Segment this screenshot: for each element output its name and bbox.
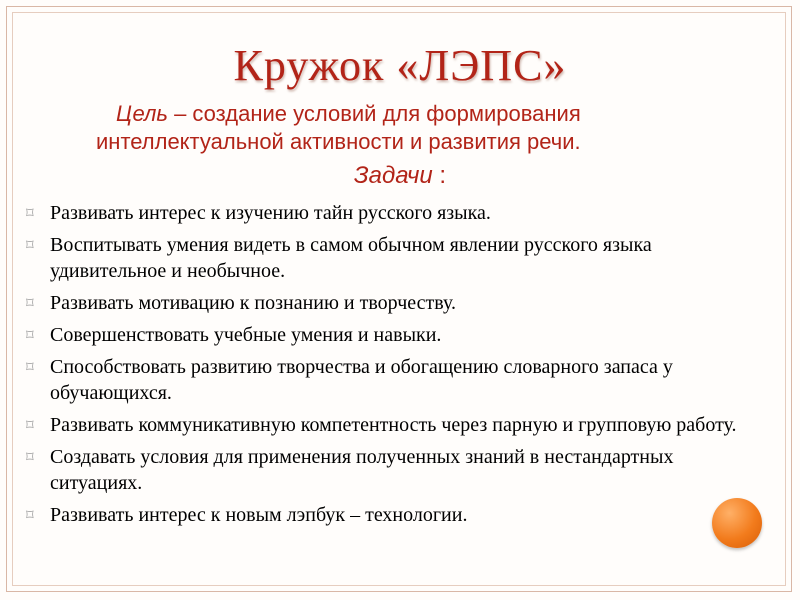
goal-label: Цель	[116, 101, 168, 126]
decorative-circle	[712, 498, 762, 548]
bullet-icon: ⌑	[26, 416, 34, 434]
list-item	[22, 322, 762, 348]
list-item-text: Способствовать развитию творчества и обогащению словарного запаса у обучающихся.	[50, 356, 673, 404]
tasks-list	[22, 200, 762, 534]
tasks-heading-suffix: :	[432, 162, 447, 189]
list-item-text: Воспитывать умения видеть в самом обычном явлении русского языка удивительное и необычное.	[50, 234, 652, 282]
list-item	[22, 200, 762, 226]
list-item	[22, 290, 762, 316]
goal-paragraph	[96, 100, 756, 156]
list-item-text: Развивать интерес к новым лэпбук – технологии.	[50, 504, 468, 526]
list-item-text: Совершенствовать учебные умения и навыки.	[50, 324, 442, 346]
list-item-text: Развивать коммуникативную компетентность через парную и групповую работу.	[50, 414, 737, 436]
goal-text: – создание условий для формирования интеллектуальной активности и развития речи.	[96, 101, 581, 154]
bullet-icon: ⌑	[26, 326, 34, 344]
list-item-text: Создавать условия для применения полученных знаний в нестандартных ситуациях.	[50, 446, 674, 494]
bullet-icon: ⌑	[26, 236, 34, 254]
bullet-icon: ⌑	[26, 448, 34, 466]
list-item	[22, 412, 762, 438]
bullet-icon: ⌑	[26, 204, 34, 222]
bullet-icon: ⌑	[26, 294, 34, 312]
list-item-text: Развивать интерес к изучению тайн русского языка.	[50, 202, 491, 224]
list-item	[22, 502, 762, 528]
list-item-text: Развивать мотивацию к познанию и творчеству.	[50, 292, 456, 314]
list-item	[22, 444, 762, 496]
bullet-icon: ⌑	[26, 506, 34, 524]
tasks-heading-label: Задачи	[353, 162, 433, 189]
tasks-heading	[0, 162, 800, 190]
list-item	[22, 232, 762, 284]
bullet-icon: ⌑	[26, 358, 34, 376]
slide-title: Кружок «ЛЭПС»	[233, 41, 567, 90]
list-item	[22, 354, 762, 406]
